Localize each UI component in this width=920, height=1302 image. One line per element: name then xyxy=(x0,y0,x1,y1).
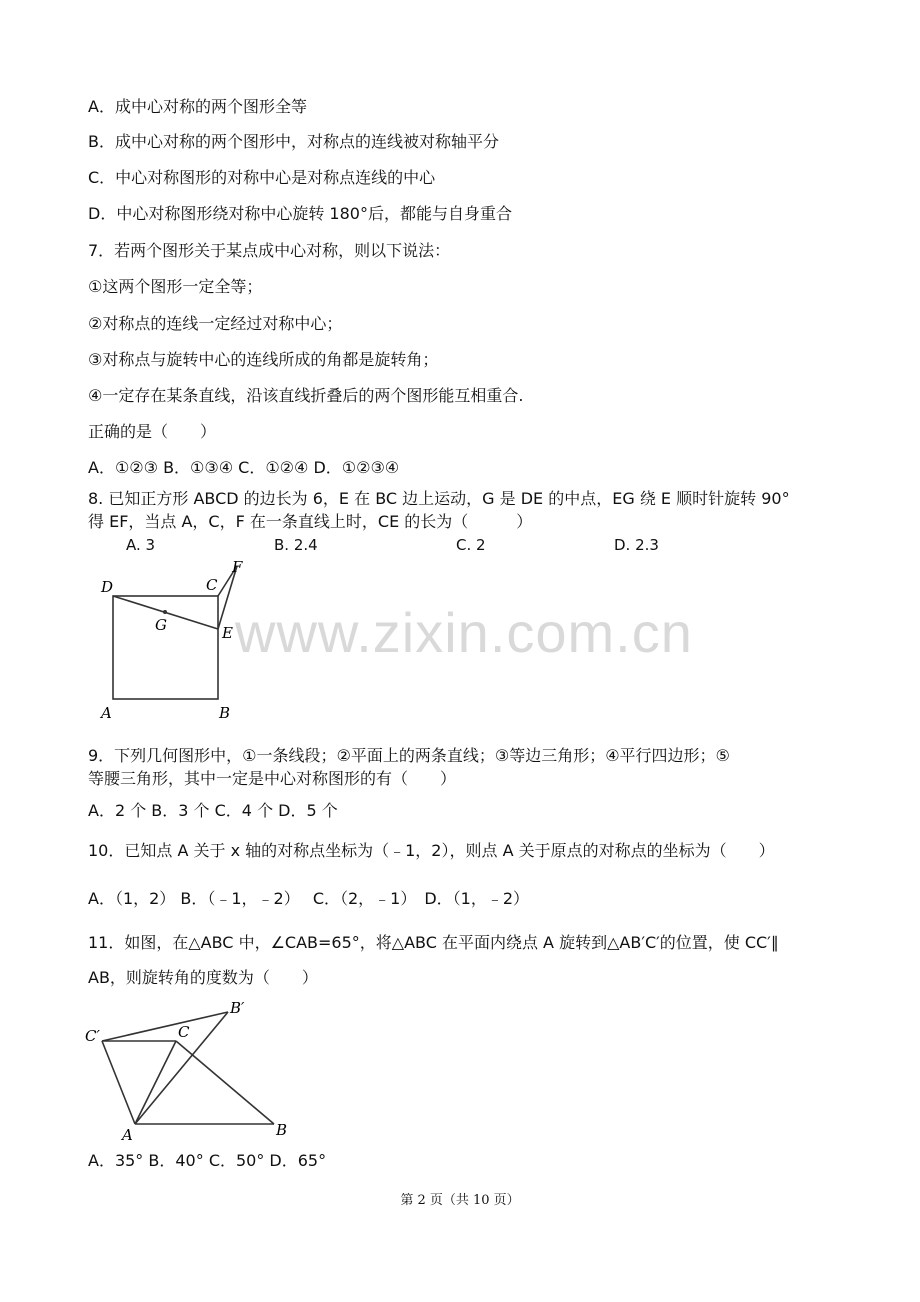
q7-item-3: ③对称点与旋转中心的连线所成的角都是旋转角； xyxy=(88,350,439,369)
label-b: B xyxy=(219,704,231,722)
page-footer: 第 2 页（共 10 页） xyxy=(400,1193,520,1208)
point-g xyxy=(163,610,167,614)
q7-item-2: ②对称点的连线一定经过对称中心； xyxy=(88,314,343,333)
q11-options: A．35° B．40° C．50° D．65° xyxy=(88,1151,327,1170)
rotation-figure xyxy=(80,995,295,1145)
q9-line-2: 等腰三角形，其中一定是中心对称图形的有（ ） xyxy=(88,769,457,788)
label-g: G xyxy=(155,616,167,634)
label-c-prime: C′ xyxy=(85,1027,100,1045)
q8-option-d: D. 2.3 xyxy=(614,536,659,554)
q7-ask: 正确的是（ ） xyxy=(88,422,217,441)
q7-item-4: ④一定存在某条直线，沿该直线折叠后的两个图形能互相重合. xyxy=(88,386,524,405)
label-b: B xyxy=(276,1121,288,1139)
square-figure xyxy=(95,558,255,724)
watermark: www.zixin.com.cn xyxy=(235,601,693,664)
q8-line-1: 8. 已知正方形 ABCD 的边长为 6，E 在 BC 边上运动，G 是 DE 的中点，EG 绕 E 顺时针旋转 90° xyxy=(88,489,790,508)
q8-option-a: A. 3 xyxy=(126,536,156,554)
q7-options: A．①②③ B．①③④ C．①②④ D．①②③④ xyxy=(88,458,400,477)
q8-option-c: C. 2 xyxy=(456,536,486,554)
segment-cp-bp xyxy=(102,1012,228,1041)
q6-option-b: B．成中心对称的两个图形中，对称点的连线被对称轴平分 xyxy=(88,132,499,151)
label-d: D xyxy=(101,578,114,596)
q10-options: A．（1，2） B．（﹣1，﹣2） C．（2，﹣1） D．（1，﹣2） xyxy=(88,889,530,908)
q8-line-2: 得 EF，当点 A，C，F 在一条直线上时，CE 的长为（ ） xyxy=(88,512,533,531)
q7-stem: 7．若两个图形关于某点成中心对称，则以下说法： xyxy=(88,241,451,260)
label-c: C xyxy=(178,1023,190,1041)
q11-line-1: 11．如图，在△ABC 中，∠CAB=65°，将△ABC 在平面内绕点 A 旋转到△AB′C′的位置，使 CC′∥ xyxy=(88,933,779,952)
q9-line-1: 9．下列几何图形中，①一条线段；②平面上的两条直线；③等边三角形；④平行四边形；⑤ xyxy=(88,746,730,765)
label-a: A xyxy=(101,704,112,722)
label-f: F xyxy=(232,558,243,576)
label-b-prime: B′ xyxy=(230,999,245,1017)
segment-a-cp xyxy=(102,1041,135,1124)
segment-c-b xyxy=(176,1041,274,1124)
label-c: C xyxy=(206,576,218,594)
q8-option-b: B. 2.4 xyxy=(274,536,318,554)
q7-item-1: ①这两个图形一定全等； xyxy=(88,277,263,296)
q9-options: A．2 个 B．3 个 C．4 个 D．5 个 xyxy=(88,801,338,820)
label-a: A xyxy=(122,1126,133,1144)
label-e: E xyxy=(222,624,233,642)
q11-line-2: AB，则旋转角的度数为（ ） xyxy=(88,968,318,987)
q10-stem: 10．已知点 A 关于 x 轴的对称点坐标为（﹣1，2），则点 A 关于原点的对称点的坐标为（ ） xyxy=(88,841,775,860)
q6-option-a: A．成中心对称的两个图形全等 xyxy=(88,97,307,116)
q6-option-d: D．中心对称图形绕对称中心旋转 180°后，都能与自身重合 xyxy=(88,204,512,223)
q6-option-c: C．中心对称图形的对称中心是对称点连线的中心 xyxy=(88,168,436,187)
